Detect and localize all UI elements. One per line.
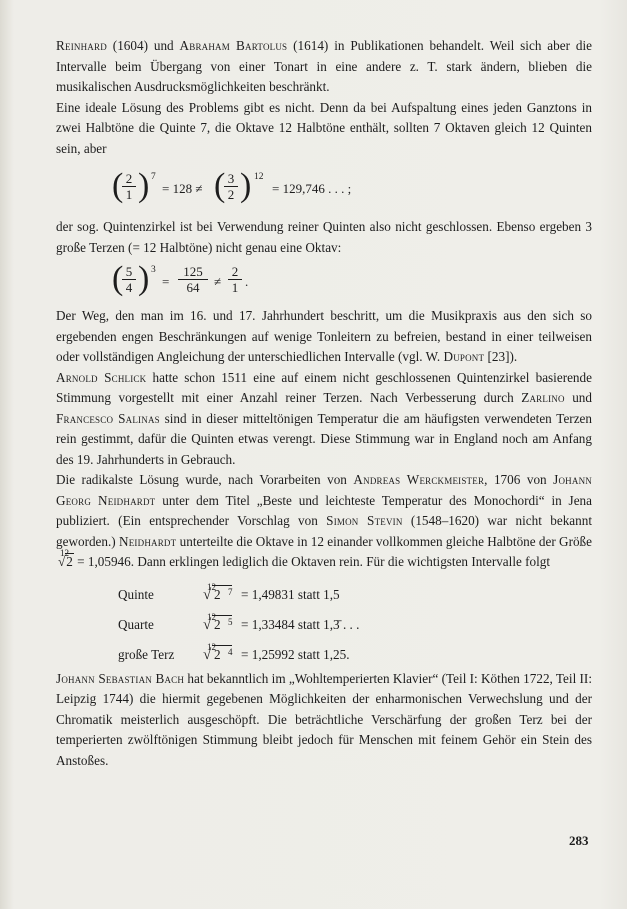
- paragraph-5-text-b: und: [564, 390, 592, 405]
- name-bartolus: Abraham Bartolus: [179, 38, 288, 53]
- name-werckmeister: Andreas Werckmeister: [353, 472, 485, 487]
- interval-row: [56, 607, 592, 633]
- twelfth-root-of-2: 12 √2: [56, 552, 74, 573]
- root-sign: √: [203, 646, 212, 663]
- name-schlick: Arnold Schlick: [56, 369, 147, 385]
- paragraph-6-text-d: (1548–1620) war nicht bekannt geworden.): [56, 513, 592, 549]
- paragraph-6-text-a: Die radikalste Lösung wurde, nach Vorarbeiten von: [56, 472, 354, 487]
- exponent: 3: [151, 265, 156, 275]
- paren-close: ): [138, 167, 150, 204]
- fraction-125-64: [178, 264, 208, 295]
- root-index: 12: [60, 548, 69, 558]
- paragraph-1-text-rest: Weil sich aber die Intervalle beim Übergang von einer Tonart in eine andere z. T. stark ändern, blieben die musikalischen Ausdrucksmöglichkeiten beschränkt.: [56, 38, 592, 94]
- name-dupont: Dupont: [443, 349, 485, 364]
- paragraph-7-text-a: hat bekanntlich im „Wohltemperierten Klavier“ (Teil I: Köthen 1722, Teil II: Leipzig 1744) die hiermit gegebenen Möglichkeiten der enharmonischen Verwechslung und der Chromatik meisterlich ausgeschöpft. Die beträchtliche Verschärfung der großen Terz bei der temperierten zwölftönigen Stimmung bleibt jedoch für Menschen mit feinem Gehör ein Stein des Anstoßes.: [56, 670, 592, 768]
- root-exponent: 5: [228, 616, 233, 627]
- period: .: [245, 274, 249, 289]
- fraction-numerator: 5: [122, 264, 136, 280]
- interval-label: Quarte: [118, 616, 154, 632]
- fraction-numerator: 3: [224, 171, 238, 187]
- fraction-numerator: 125: [178, 264, 208, 280]
- page-number: 283: [569, 833, 589, 848]
- paragraph-1-text-b: (1614) in Publikationen behandelt.: [287, 38, 485, 53]
- root-sign: √: [203, 586, 212, 603]
- paragraph-6-text-c: unter dem Titel „Beste und leichteste Temperatur des Monochordi“ in Jena publiziert. (Ein entsprechender Vorschlag von: [56, 492, 592, 528]
- paragraph-2: Eine ideale Lösung des Problems gibt es nicht. Denn da bei Aufspaltung eines jeden Ganztons in zwei Halbtöne die Quinte 7, die Oktave 12 Halbtöne enthält, sollten 7 Oktaven gleich 12 Quinten sein, aber: [56, 99, 592, 156]
- paragraph-6-text-e: unterteilte die Oktave in 12 einander vollkommen gleiche Halbtöne der Größe: [176, 533, 593, 549]
- fraction-denominator: 4: [125, 280, 133, 295]
- interval-value: = 1,49831 statt 1,5: [241, 586, 340, 602]
- paragraph-7: [56, 669, 592, 772]
- equals-sign: =: [162, 274, 170, 289]
- name-salinas: Francesco Salinas: [56, 410, 160, 426]
- root-index: 12: [207, 581, 216, 592]
- interval-row: [56, 637, 592, 663]
- fraction-numerator: 2: [122, 171, 136, 187]
- formula-thirds-vs-octave: [56, 258, 592, 306]
- formula-octaves-vs-fifths: [56, 159, 592, 217]
- name-reinhard: Reinhard: [56, 38, 107, 53]
- name-bach: Johann Sebastian Bach: [56, 670, 185, 686]
- fraction-denominator: 64: [186, 280, 200, 295]
- paragraph-5-text-a: hatte schon 1511 eine auf einem nicht geschlossenen Quintenzirkel basierende Stimmung vorgestellt mit einer Anzahl reiner Terzen. Nach Verbesserung durch: [56, 369, 592, 405]
- paren-close: ): [240, 167, 252, 204]
- interval-row: [56, 577, 592, 603]
- paren-open: (: [214, 167, 226, 204]
- interval-label: große Terz: [118, 646, 175, 662]
- root-radicand: 2: [214, 616, 221, 632]
- name-neidhardt-full: Johann Georg Neidhardt: [56, 472, 592, 508]
- paragraph-4-text-a: Der Weg, den man im 16. und 17. Jahrhundert beschritt, um die Musikpraxis aus den sich so ergebenden engen Beschränkungen auf wenige Tonleitern zu befreien, bestand in einer teilweisen oder vollständigen Angleichung der unterschiedlichen Intervalle (vgl. W.: [56, 308, 592, 364]
- paragraph-4: [56, 306, 592, 368]
- text-body: [56, 36, 592, 771]
- formula-equals-128: = 128 ≠: [162, 181, 203, 196]
- fraction-2-1: [228, 264, 242, 295]
- root-exponent: 7: [228, 586, 233, 597]
- paragraph-6-text-f: = 1,05946. Dann erklingen lediglich die Oktaven rein. Für die wichtigsten Intervalle folgt: [73, 554, 551, 569]
- root-radicand: 2: [66, 554, 73, 569]
- paragraph-4-text-b: [23]).: [484, 349, 518, 364]
- paren-open: (: [112, 260, 124, 297]
- paragraph-5-text-c: sind in dieser mitteltönigen Temperatur die am häufigsten verwendeten Terzen rein gestimmt, dafür die Quinten etwas verengt. Diese Stimmung war in England noch am Anfang des 19. Jahrhunderts in Gebrauch.: [56, 410, 592, 467]
- paragraph-1: [56, 36, 592, 98]
- interval-value: = 1,33484 statt 1,3̄ . . .: [241, 616, 360, 632]
- root-radicand: 2: [214, 586, 221, 602]
- not-equal-sign: ≠: [214, 274, 222, 289]
- paragraph-3: der sog. Quintenzirkel ist bei Verwendung reiner Quinten also nicht geschlossen. Ebenso ergeben 3 große Terzen (= 12 Halbtöne) nicht genau eine Oktav:: [56, 219, 592, 255]
- paragraph-5: [56, 368, 592, 471]
- fraction-numerator: 2: [228, 264, 242, 280]
- exponent: 12: [254, 172, 264, 182]
- fraction-2-1: [122, 171, 136, 202]
- fraction-denominator: 1: [125, 187, 133, 202]
- fraction-5-4: [122, 264, 136, 295]
- name-stevin: Simon Stevin: [326, 513, 403, 528]
- paragraph-1-text-a: (1604) und: [106, 38, 180, 53]
- exponent: 7: [151, 172, 156, 182]
- paragraph-6: [56, 470, 592, 573]
- interval-value: = 1,25992 statt 1,25.: [241, 646, 350, 662]
- name-zarlino: Zarlino: [521, 390, 565, 405]
- root-sign: √: [203, 616, 212, 633]
- paren-open: (: [112, 167, 124, 204]
- interval-label: Quinte: [118, 586, 154, 602]
- paren-close: ): [138, 260, 150, 297]
- fraction-denominator: 1: [231, 280, 239, 295]
- formula-result: = 129,746 . . . ;: [272, 181, 352, 196]
- interval-roots-table: [56, 573, 592, 669]
- fraction-denominator: 2: [227, 187, 235, 202]
- root-exponent: 4: [228, 646, 233, 657]
- name-neidhardt: Neidhardt: [119, 533, 177, 549]
- fraction-3-2: [224, 171, 238, 202]
- root-index: 12: [207, 611, 216, 622]
- root-index: 12: [207, 641, 216, 652]
- paragraph-6-text-b: , 1706 von: [484, 472, 554, 487]
- root-radicand: 2: [214, 646, 221, 662]
